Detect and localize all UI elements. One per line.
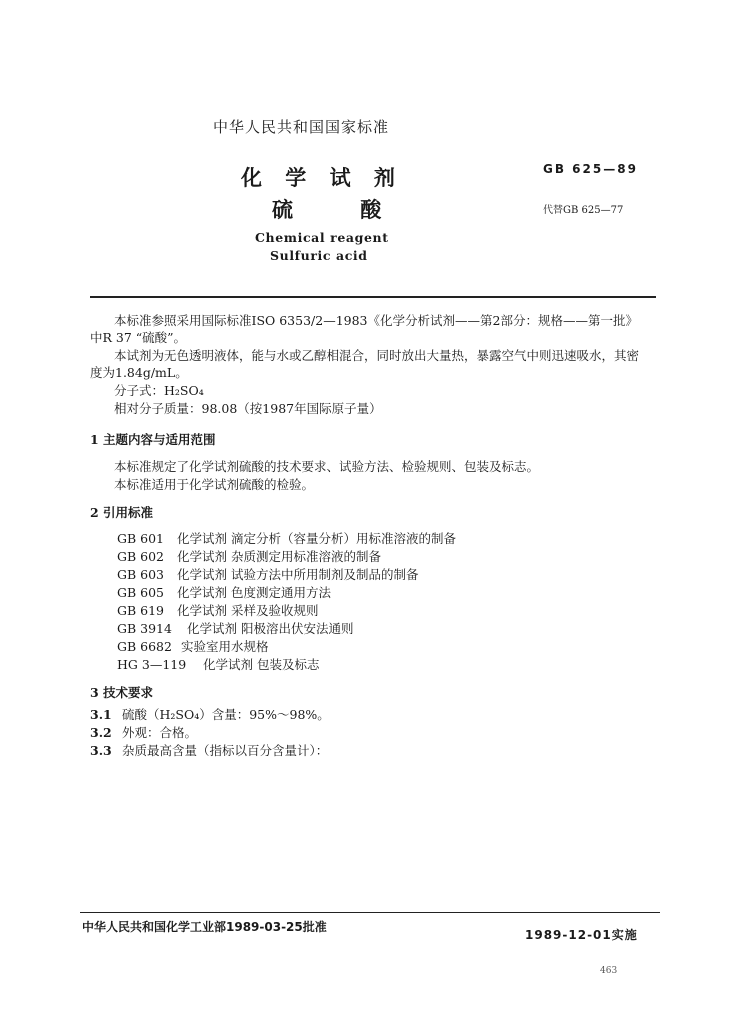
clause-text: 硫酸（H₂SO₄）含量：95%～98%。 [122, 707, 330, 722]
reference-code: GB 602 [117, 549, 165, 564]
section-2-heading: 2 引用标准 [90, 505, 154, 520]
title-en-line2: Sulfuric acid [270, 248, 368, 263]
clause-3-1 [90, 706, 330, 724]
section-1-paragraph-2: 本标准适用于化学试剂硫酸的检验。 [114, 477, 315, 492]
reference-row [117, 601, 318, 619]
reference-title: 化学试剂 试验方法中所用制剂及制品的制备 [177, 567, 419, 582]
reference-code: GB 601 [117, 531, 165, 546]
reference-row [117, 529, 456, 547]
reference-row [117, 655, 319, 673]
reference-title: 实验室用水规格 [181, 639, 269, 654]
clause-text: 外观：合格。 [122, 725, 198, 740]
reference-title: 化学试剂 包装及标志 [203, 657, 320, 672]
footer-rule [80, 912, 660, 913]
title-zh-line1: 化 学 试 剂 [241, 166, 403, 190]
molecular-mass: 相对分子质量：98.08（按1987年国际原子量） [114, 401, 382, 416]
page-number: 463 [600, 966, 618, 976]
reference-row [117, 637, 269, 655]
reference-title: 化学试剂 滴定分析（容量分析）用标准溶液的制备 [177, 531, 456, 546]
reference-code: GB 6682 [117, 639, 172, 654]
title-en-line1: Chemical reagent [255, 230, 389, 245]
reference-title: 化学试剂 杂质测定用标准溶液的制备 [177, 549, 381, 564]
reference-row [117, 583, 331, 601]
implementation-date: 1989-12-01实施 [525, 928, 638, 942]
issuing-authority: 中华人民共和国国家标准 [213, 118, 390, 136]
reference-row [117, 547, 381, 565]
reference-code: GB 619 [117, 603, 165, 618]
clause-text: 杂质最高含量（指标以百分含量计）： [122, 743, 329, 758]
header-rule [90, 296, 656, 298]
approval-line: 中华人民共和国化学工业部1989-03-25批准 [82, 920, 327, 934]
title-zh-line2: 硫 酸 [272, 198, 412, 222]
standard-number: GB 625—89 [543, 162, 638, 176]
section-1-paragraph-1: 本标准规定了化学试剂硫酸的技术要求、试验方法、检验规则、包装及标志。 [114, 459, 540, 474]
intro-line-3: 本试剂为无色透明液体，能与水或乙醇相混合，同时放出大量热，暴露空气中则迅速吸水，其密 [114, 348, 640, 363]
clause-3-2 [90, 724, 197, 742]
clause-number: 3.1 [90, 707, 112, 722]
reference-code: GB 3914 [117, 621, 172, 636]
reference-row [117, 565, 418, 583]
clause-3-3 [90, 742, 328, 760]
reference-code: HG 3—119 [117, 657, 187, 672]
reference-row [117, 619, 353, 637]
reference-title: 化学试剂 采样及验收规则 [177, 603, 319, 618]
section-3-heading: 3 技术要求 [90, 685, 154, 700]
replaces-standard: 代替GB 625—77 [543, 205, 624, 216]
section-1-heading: 1 主题内容与适用范围 [90, 432, 216, 447]
reference-code: GB 605 [117, 585, 165, 600]
intro-line-2: 中R 37 “硫酸”。 [90, 330, 187, 345]
reference-title: 化学试剂 色度测定通用方法 [177, 585, 331, 600]
reference-code: GB 603 [117, 567, 165, 582]
clause-number: 3.3 [90, 743, 112, 758]
molecular-formula: 分子式：H₂SO₄ [114, 383, 204, 398]
intro-line-4: 度为1.84g/mL。 [90, 365, 188, 380]
clause-number: 3.2 [90, 725, 112, 740]
reference-title: 化学试剂 阳极溶出伏安法通则 [187, 621, 354, 636]
intro-line-1: 本标准参照采用国际标准ISO 6353/2—1983《化学分析试剂——第2部分：规格——第一批》 [114, 313, 638, 328]
